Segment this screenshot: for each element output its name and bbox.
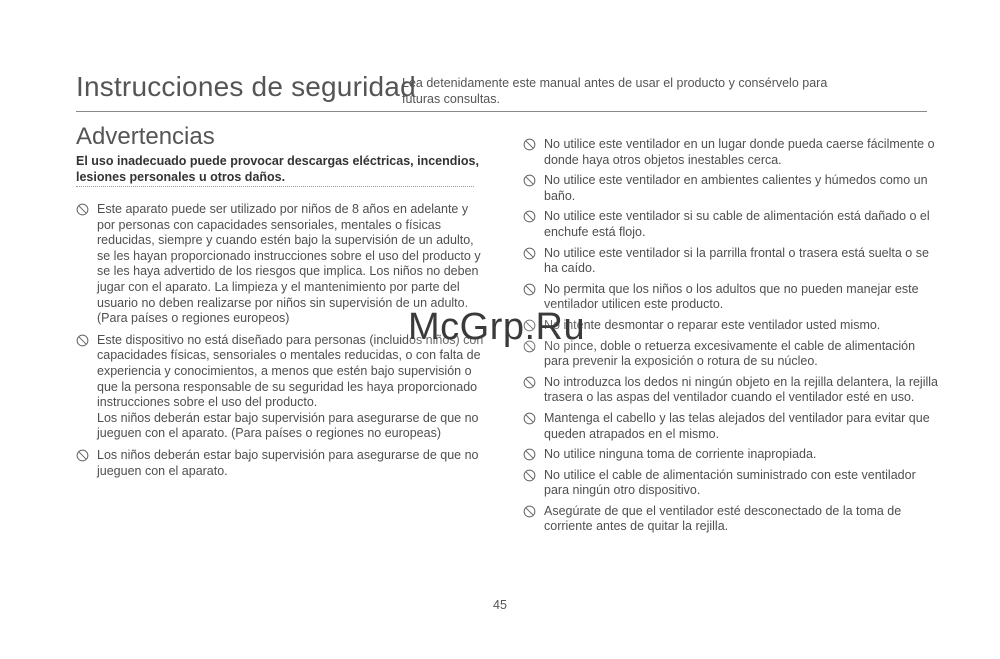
title-divider (76, 111, 927, 112)
warning-item (523, 411, 943, 442)
prohibition-icon (523, 247, 536, 260)
prohibition-icon (523, 505, 536, 518)
warning-note: Los niños deberán estar bajo supervisión para asegurarse de que no jueguen con el aparato. (Para países o regiones no europeas) (97, 410, 479, 441)
intro-text: Lea detenidamente este manual antes de usar el producto y consérvelo para futuras consultas. (402, 76, 828, 106)
warning-text: Los niños deberán estar bajo supervisión para asegurarse de que no jueguen con el aparato. (97, 447, 479, 478)
prohibition-icon (76, 334, 89, 347)
prohibition-icon (523, 174, 536, 187)
prohibition-icon (523, 469, 536, 482)
warning-item (523, 209, 943, 240)
warning-text: No intente desmontar o reparar este ventilador usted mismo. (544, 317, 881, 332)
page-title: Instrucciones de seguridad (76, 71, 416, 102)
warning-text: Este dispositivo no está diseñado para personas (incluidos niños) con capacidades físicas, sensoriales o mentales reducidas, o con falta de experiencia y conocimientos, a menos que estén bajo supervisión o que la persona responsable de su seguridad les haya proporcionado instrucciones sobre el uso del producto. (97, 332, 484, 410)
prohibition-icon (523, 210, 536, 223)
warning-item (523, 468, 943, 499)
warning-text: No utilice ninguna toma de corriente inapropiada. (544, 447, 817, 462)
warning-text: No utilice este ventilador en un lugar donde pueda caerse fácilmente o donde haya otros objetos inestables cerca. (544, 137, 935, 167)
prohibition-icon (523, 138, 536, 151)
right-warning-list (523, 137, 943, 540)
warning-item (523, 282, 943, 313)
prohibition-icon (523, 448, 536, 461)
section-title: Advertencias (76, 123, 215, 150)
warning-item (523, 137, 943, 168)
warning-item (523, 246, 943, 277)
warning-text: No utilice este ventilador en ambientes calientes y húmedos como un baño. (544, 173, 928, 203)
warning-text: No utilice este ventilador si su cable de alimentación está dañado o el enchufe está flojo. (544, 209, 930, 239)
warning-text: No pince, doble o retuerza excesivamente el cable de alimentación para prevenir la exposición o rotura de su núcleo. (544, 338, 916, 369)
prohibition-icon (523, 283, 536, 296)
watermark: McGrp.Ru (408, 306, 586, 348)
warning-item (523, 504, 943, 535)
warning-text: Asegúrate de que el ventilador esté desconectado de la toma de corriente antes de quitar la rejilla. (544, 503, 902, 534)
section-divider (76, 186, 474, 187)
warning-text: Mantenga el cabello y las telas alejados del ventilador para evitar que queden atrapados en el mismo. (544, 410, 930, 441)
warning-item (523, 318, 943, 334)
warning-item (76, 333, 486, 442)
warning-item (76, 448, 486, 479)
warning-text: No utilice este ventilador si la parrilla frontal o trasera está suelta o se ha caído. (544, 245, 929, 276)
warning-item (523, 173, 943, 204)
prohibition-icon (523, 376, 536, 389)
warning-text: Este aparato puede ser utilizado por niños de 8 años en adelante y por personas con capacidades sensoriales, mentales o físicas reducidas, siempre y cuando estén bajo la supervisión de un adulto, se les hayan proporcionado instrucciones sobre el uso del producto y se les haya advertido de los riesgos que implica. Los niños no deben jugar con el aparato. La limpieza y el mantenimiento por parte del usuario no deben realizarse por niños sin supervisión de un adulto. (Para países o regiones europeos) (97, 202, 481, 326)
prohibition-icon (76, 203, 89, 216)
warning-item (523, 447, 943, 463)
section-subtitle: El uso inadecuado puede provocar descargas eléctricas, incendios, lesiones personales u otros daños. (76, 154, 479, 184)
warning-text: No utilice el cable de alimentación suministrado con este ventilador para ningún otro dispositivo. (544, 467, 916, 498)
warning-text: No introduzca los dedos ni ningún objeto en la rejilla delantera, la rejilla trasera o las aspas del ventilador cuando el ventilador esté en uso. (544, 374, 938, 405)
prohibition-icon (523, 412, 536, 425)
prohibition-icon (76, 449, 89, 462)
page-number: 45 (493, 598, 507, 612)
warning-item (523, 375, 943, 406)
warning-text: No permita que los niños o los adultos que no pueden manejar este ventilador utilicen este producto. (544, 281, 919, 312)
warning-item (523, 339, 943, 370)
